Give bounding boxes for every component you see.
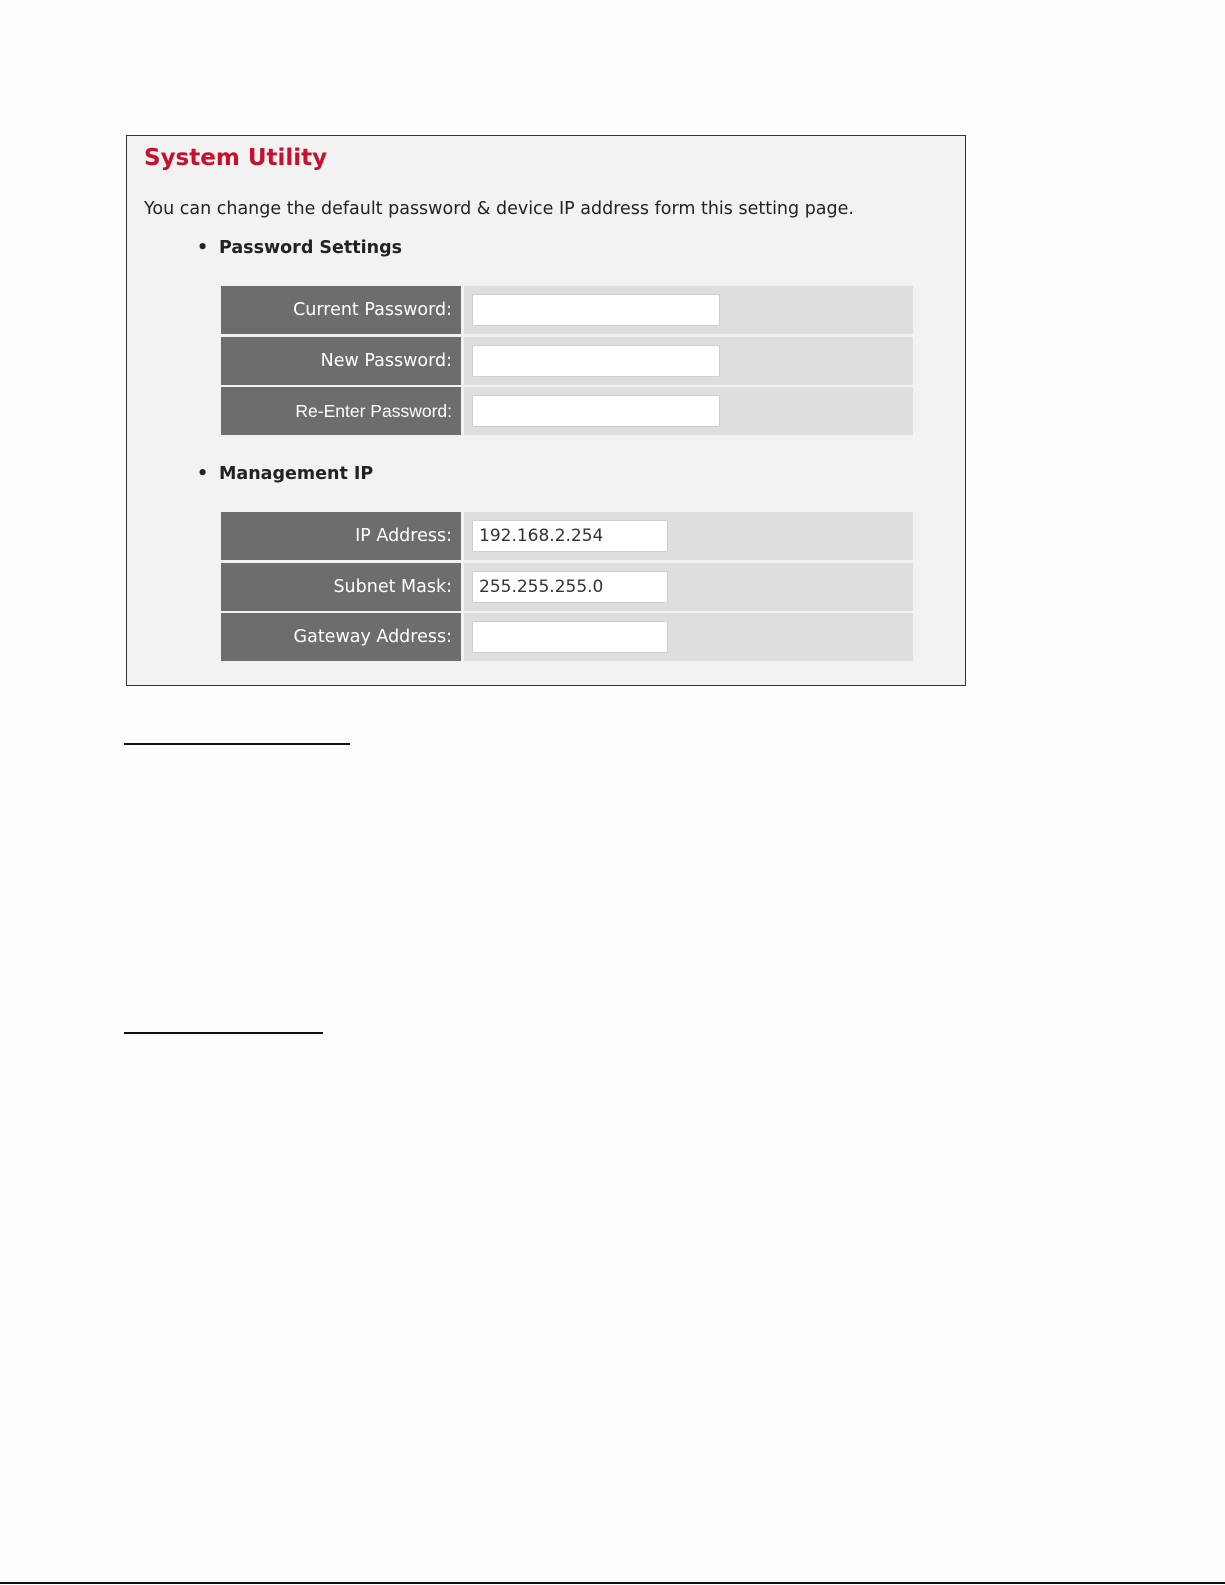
ip-address-row [221, 512, 913, 560]
gateway-address-cell [464, 613, 913, 661]
management-ip-table [221, 512, 913, 664]
current-password-cell [464, 286, 913, 334]
subnet-mask-label: Subnet Mask: [221, 563, 461, 611]
re-enter-password-input[interactable] [472, 395, 720, 427]
current-password-input[interactable] [472, 294, 720, 326]
current-password-row [221, 286, 913, 334]
ip-address-cell [464, 512, 913, 560]
management-ip-heading [197, 463, 373, 485]
system-utility-panel [126, 135, 966, 686]
ip-address-input[interactable] [472, 520, 668, 552]
bullet-icon: • [197, 238, 209, 258]
new-password-input[interactable] [472, 345, 720, 377]
password-settings-title: Password Settings [219, 238, 403, 258]
re-enter-password-row [221, 387, 913, 435]
subnet-mask-input[interactable] [472, 571, 668, 603]
new-password-label: New Password: [221, 337, 461, 385]
ip-address-label: IP Address: [221, 512, 461, 560]
subnet-mask-row [221, 563, 913, 611]
underline-rule [124, 1032, 323, 1034]
management-ip-title: Management IP [219, 464, 374, 484]
page-description: You can change the default password & device IP address form this setting page. [144, 199, 854, 219]
new-password-row [221, 337, 913, 385]
re-enter-password-label: Re-Enter Password: [221, 387, 461, 435]
password-settings-heading [197, 237, 402, 259]
password-settings-table [221, 286, 913, 438]
re-enter-password-cell [464, 387, 913, 435]
new-password-cell [464, 337, 913, 385]
gateway-address-row [221, 613, 913, 661]
subnet-mask-cell [464, 563, 913, 611]
current-password-label: Current Password: [221, 286, 461, 334]
gateway-address-label: Gateway Address: [221, 613, 461, 661]
underline-rule [124, 743, 350, 745]
gateway-address-input[interactable] [472, 621, 668, 653]
page-title: System Utility [144, 145, 328, 171]
bullet-icon: • [197, 464, 209, 484]
footer-rule [0, 1582, 1225, 1584]
